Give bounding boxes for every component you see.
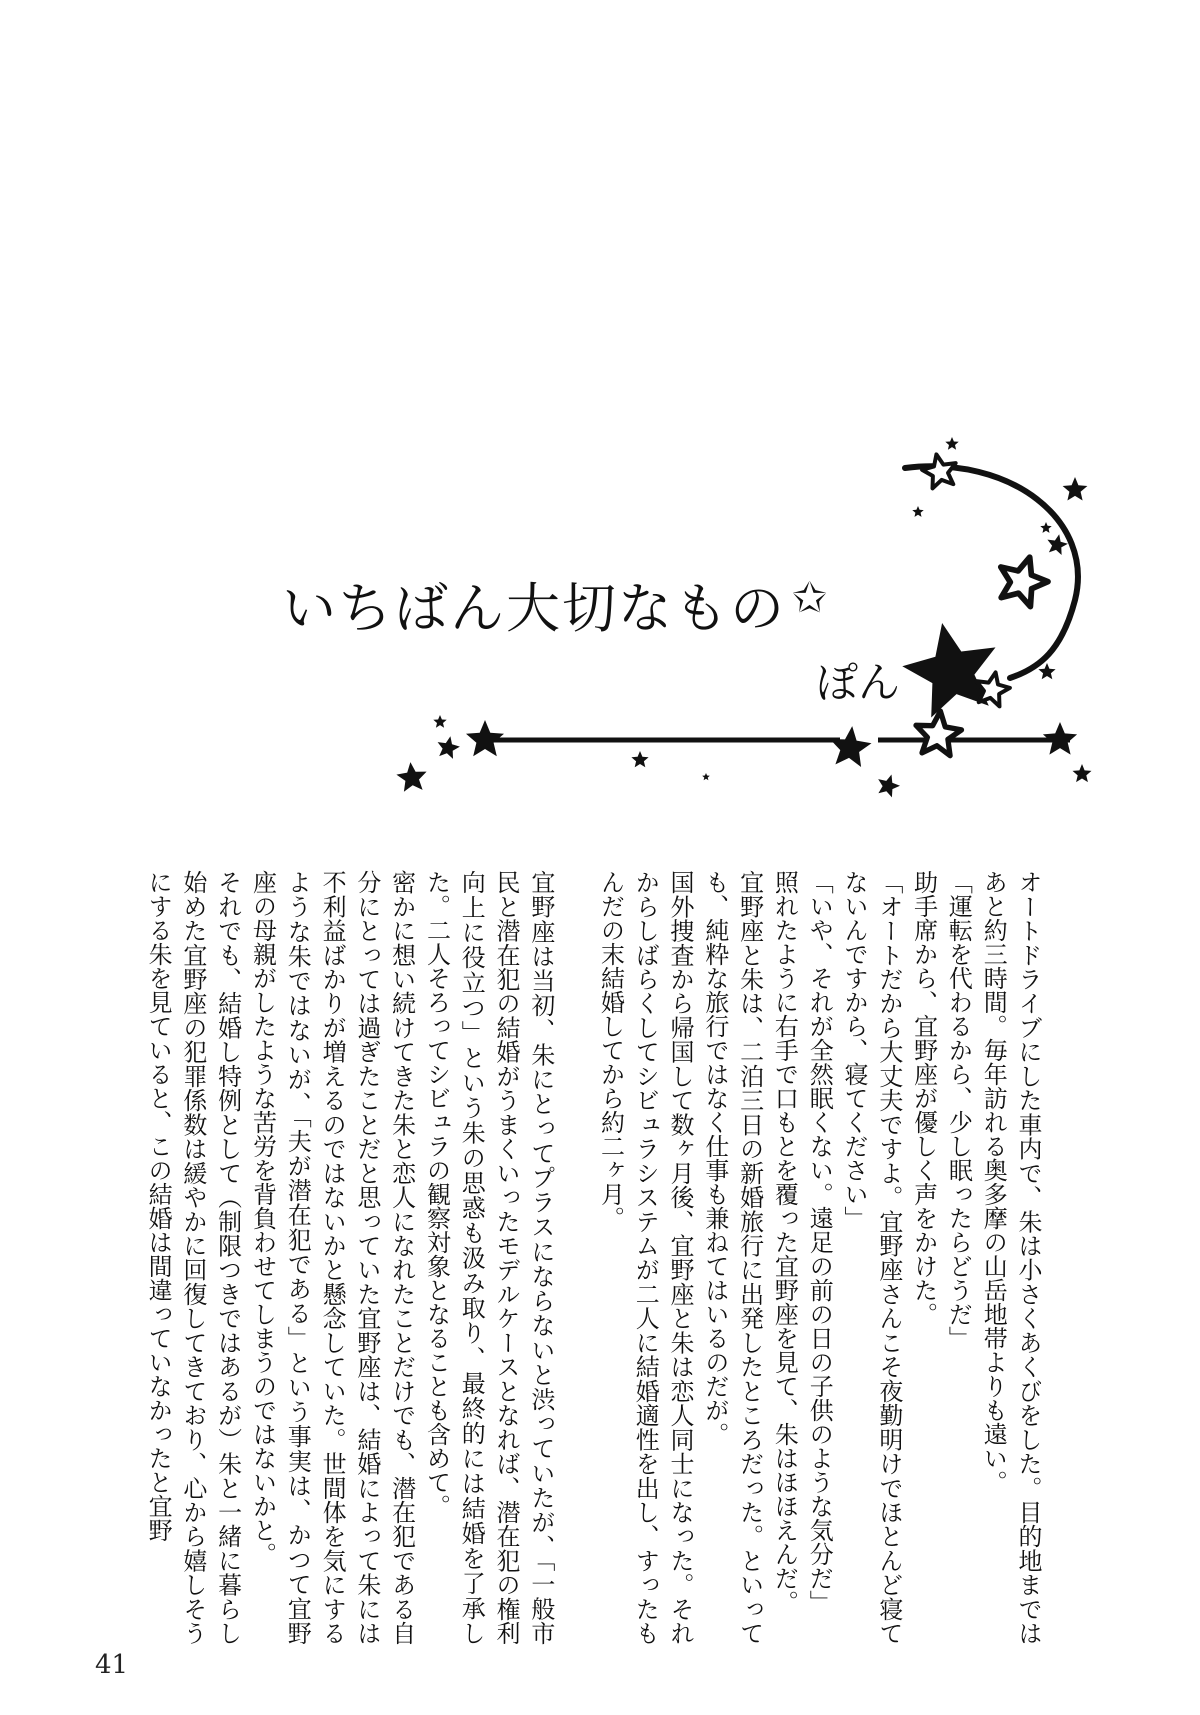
star-icon [902, 623, 995, 718]
story-body [144, 870, 1045, 1646]
star-icon [466, 720, 504, 756]
paragraph: 密かに想い続けてきた朱と恋人になれたことだけでも、潜在犯である自分にとっては過ぎたことだと思っていた宜野座は、結婚によって朱には不利益ばかりが増えるのではないかと懸念していた。世間体を気にするような朱ではないが、「夫が潜在犯である」という事実は、かつて宜野座の母親がしたような苦労を背負わせてしまうのではないかと。 [248, 870, 416, 1645]
star-icon [912, 506, 923, 517]
star-arc [905, 466, 1078, 678]
star-icon [433, 715, 446, 728]
star-icon [631, 751, 648, 767]
story-title: いちばん大切なもの [282, 577, 786, 640]
paragraph: 宜野座と朱は、二泊三日の新婚旅行に出発したところだった。といっても、純粋な旅行ではなく仕事も兼ねてはいるのだが。 [700, 870, 764, 1645]
paragraph: オートドライブにした車内で、朱は小さくあくびをした。目的地まではあと約三時間。毎年訪れる奥多摩の山岳地帯よりも遠い。 [979, 870, 1042, 1645]
star-icon [438, 736, 460, 759]
star-icon [1047, 534, 1068, 555]
star-icon [1001, 557, 1048, 606]
author-name: ぽん [816, 658, 901, 707]
paragraph: 「オートだから大丈夫ですよ。宜野座さんこそ夜勤明けでほとんど寝てないんですから、寝てください」 [840, 870, 903, 1645]
star-icon [396, 762, 426, 792]
paragraph: 「いや、それが全然眠くない。遠足の前の日の子供のような気分だ」 [805, 870, 834, 1614]
star-icon [916, 711, 962, 756]
paragraph: 宜野座は当初、朱にとってプラスにならないと渋っていたが、「一般市民と潜在犯の結婚がうまくいったモデルケースとなれば、潜在犯の権利向上に役立つ」という朱の思惑も汲み取り、最終的には結婚を了承した。二人そろってシビュラの観察対象となることも含めて。 [422, 870, 555, 1646]
page-number: 41 [95, 1650, 129, 1680]
star-icon [976, 672, 1010, 706]
paragraph: 「運転を代わるから、少し眠ったらどうだ」 [944, 870, 973, 1350]
star-icon [1063, 477, 1088, 501]
star-icon [1038, 663, 1055, 679]
paragraph: 助手席から、宜野座が優しく声をかけた。 [909, 870, 938, 1326]
star-icon [878, 775, 900, 798]
star-icon [830, 726, 872, 767]
star-icon [702, 773, 710, 780]
star-icon [945, 437, 958, 450]
paragraph: それでも、結婚し特例として（制限つきではあるが）朱と一緒に暮らし始めた宜野座の犯罪係数は緩やかに回復してきており、心から嬉しそうにする朱を見ていると、この結婚は間違っていなかったと宜野 [144, 870, 242, 1646]
paragraph: 国外捜査から帰国して数ヶ月後、宜野座と朱は恋人同士になった。それからしばらくしてシビュラシステムが二人に結婚適性を出し、すったもんだの末結婚してから約二ヶ月。 [596, 870, 695, 1646]
star-icon [1040, 522, 1051, 533]
star-icon [922, 454, 956, 488]
star-icon [1073, 764, 1092, 782]
title-star-icon: ✩ [792, 573, 828, 622]
paragraph: 照れたように右手で口もとを覆った宜野座を見て、朱はほほえんだ。 [770, 870, 799, 1614]
star-icon [1043, 722, 1077, 755]
